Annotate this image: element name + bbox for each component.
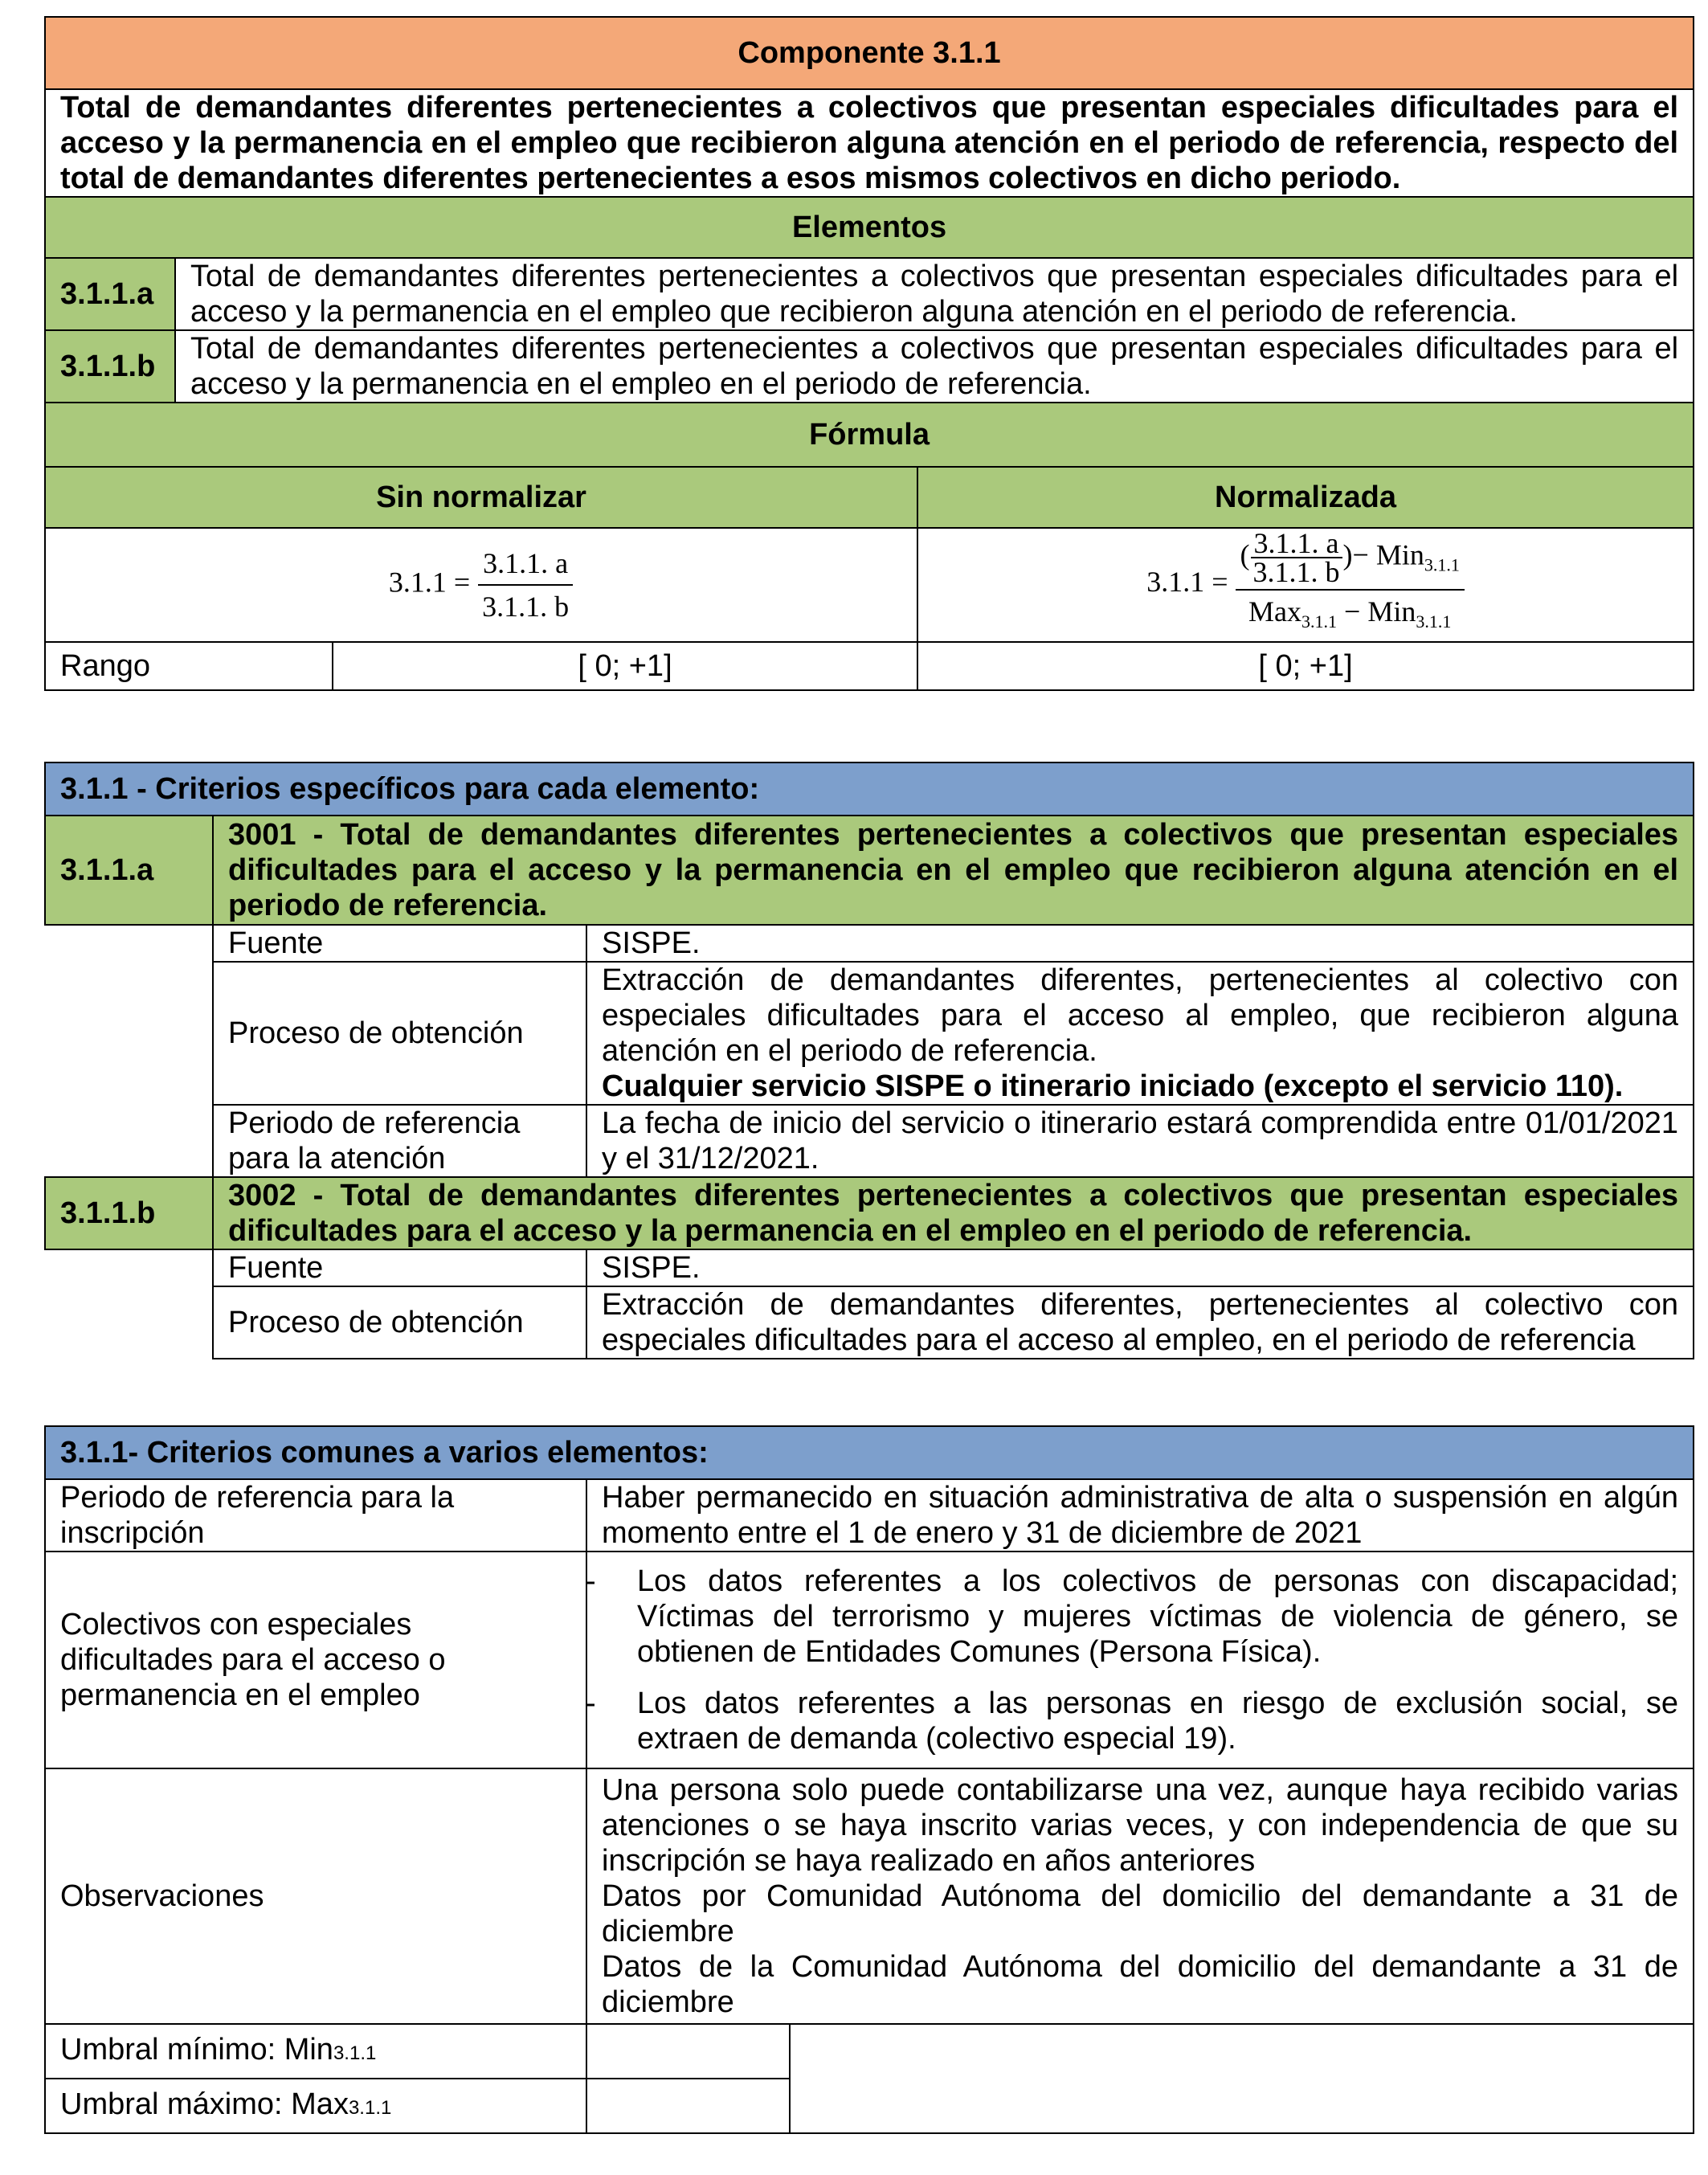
- fuente-label: Fuente: [213, 925, 586, 962]
- formula-normalizada: [917, 528, 1694, 642]
- umbral-maximo-label: Umbral máximo: Max3.1.1: [45, 2079, 586, 2133]
- element-code: 3.1.1.b: [45, 330, 175, 403]
- umbral-minimo-value: [586, 2024, 790, 2079]
- component-title: Componente 3.1.1: [45, 17, 1694, 89]
- inner-fraction: $\frac{3.1.1. a}{3.1.1. b}$: [1250, 529, 1343, 586]
- formula-numerator: 3.1.1. a: [478, 546, 573, 586]
- element-code: 3.1.1.a: [45, 258, 175, 330]
- colectivos-label: Colectivos con especiales dificultades para el acceso o permanencia en el empleo: [45, 1552, 586, 1768]
- element-code: 3.1.1.a: [45, 816, 213, 925]
- formula-sin-normalizar: [45, 528, 917, 642]
- formula-lhs: 3.1.1 =: [388, 566, 471, 599]
- normalizada-header: Normalizada: [917, 467, 1694, 528]
- umbral-maximo-value: [586, 2079, 790, 2133]
- proceso-value: Extracción de demandantes diferentes, pertenecientes al colectivo con especiales dificultades para el acceso al empleo, en el periodo de referencia: [586, 1286, 1694, 1359]
- criterios-especificos-table: [44, 762, 1694, 1359]
- observacion-item: Datos por Comunidad Autónoma del domicilio del demandante a 31 de diciembre: [602, 1879, 1679, 1948]
- periodo-label: Periodo de referencia para la atención: [213, 1105, 586, 1177]
- criterios-comunes-header: 3.1.1- Criterios comunes a varios elementos:: [45, 1426, 1694, 1479]
- observacion-item: Datos de la Comunidad Autónoma del domicilio del demandante a 31 de diciembre: [602, 1950, 1679, 2019]
- element-title: 3001 - Total de demandantes diferentes pertenecientes a colectivos que presentan especiales dificultades para el acceso y la permanencia en el empleo que recibieron alguna atención en el periodo de referencia.: [213, 816, 1694, 925]
- formula-lhs: 3.1.1 =: [1146, 566, 1228, 599]
- proceso-label: Proceso de obtención: [213, 962, 586, 1105]
- element-title: 3002 - Total de demandantes diferentes pertenecientes a colectivos que presentan especiales dificultades para el acceso y la permanencia en el empleo en el periodo de referencia.: [213, 1177, 1694, 1249]
- periodo-inscripcion-value: Haber permanecido en situación administrativa de alta o suspensión en algún momento entre el 1 de enero y 31 de diciembre de 2021: [586, 1479, 1694, 1552]
- formula-numerator: ( $\frac{3.1.1. a}{3.1.1. b}$ )− Min$_{3.1.1}$: [1236, 529, 1465, 591]
- formula-denominator: Max$_{3.1.1}$ − Min$_{3.1.1}$: [1248, 595, 1452, 632]
- component-table: [44, 16, 1694, 691]
- proceso-label: Proceso de obtención: [213, 1286, 586, 1359]
- fuente-value: SISPE.: [586, 1249, 1694, 1286]
- umbral-minimo-label: Umbral mínimo: Min3.1.1: [45, 2024, 586, 2079]
- criterios-comunes-table: [44, 1425, 1694, 2134]
- list-item: - Los datos referentes a las personas en riesgo de exclusión social, se extraen de demanda (colectivo especial 19).: [602, 1686, 1678, 1756]
- formula-denominator: 3.1.1. b: [482, 591, 570, 623]
- umbral-empty-cell: [790, 2024, 1694, 2133]
- observaciones-label: Observaciones: [45, 1768, 586, 2024]
- formula-header: Fórmula: [45, 403, 1694, 467]
- spacer: [45, 1249, 213, 1359]
- element-code: 3.1.1.b: [45, 1177, 213, 1249]
- fuente-label: Fuente: [213, 1249, 586, 1286]
- observacion-item: Una persona solo puede contabilizarse una vez, aunque haya recibido varias atenciones o se haya inscrito varias veces, y con independencia de que su inscripción se haya realizado en años anteriores: [602, 1773, 1679, 1878]
- rango-label: Rango: [45, 642, 333, 690]
- fuente-value: SISPE.: [586, 925, 1694, 962]
- periodo-inscripcion-label: Periodo de referencia para la inscripción: [45, 1479, 586, 1552]
- elementos-header: Elementos: [45, 197, 1694, 258]
- component-description: Total de demandantes diferentes pertenecientes a colectivos que presentan especiales dificultades para el acceso y la permanencia en el empleo que recibieron alguna atención en el periodo de referencia, respecto del total de demandantes diferentes pertenecientes a esos mismos colectivos en dicho periodo.: [45, 89, 1694, 197]
- element-text: Total de demandantes diferentes pertenecientes a colectivos que presentan especiales dificultades para el acceso y la permanencia en el empleo que recibieron alguna atención en el periodo de referencia.: [175, 258, 1694, 330]
- sin-normalizar-header: Sin normalizar: [45, 467, 917, 528]
- formula-fraction: [477, 546, 574, 624]
- rango-normalizada: [ 0; +1]: [917, 642, 1694, 690]
- list-item: - Los datos referentes a los colectivos de personas con discapacidad; Víctimas del terrorismo y mujeres víctimas de violencia de género, se obtienen de Entidades Comunes (Persona Física).: [602, 1564, 1678, 1670]
- formula-fraction: [1236, 529, 1465, 640]
- proceso-value: Extracción de demandantes diferentes, pertenecientes al colectivo con especiales dificultades para el acceso al empleo, que recibieron alguna atención en el periodo de referencia. Cualquier servicio SISPE o itinerario iniciado (excepto el servicio 110).: [586, 962, 1694, 1105]
- rango-sin-normalizar: [ 0; +1]: [333, 642, 917, 690]
- spacer: [45, 925, 213, 1177]
- colectivos-value: [586, 1552, 1694, 1768]
- periodo-value: La fecha de inicio del servicio o itinerario estará comprendida entre 01/01/2021 y el 31/12/2021.: [586, 1105, 1694, 1177]
- criterios-especificos-header: 3.1.1 - Criterios específicos para cada elemento:: [45, 762, 1694, 816]
- colectivos-list: [602, 1564, 1678, 1756]
- element-text: Total de demandantes diferentes pertenecientes a colectivos que presentan especiales dificultades para el acceso y la permanencia en el empleo en el periodo de referencia.: [175, 330, 1694, 403]
- observaciones-value: [586, 1768, 1694, 2024]
